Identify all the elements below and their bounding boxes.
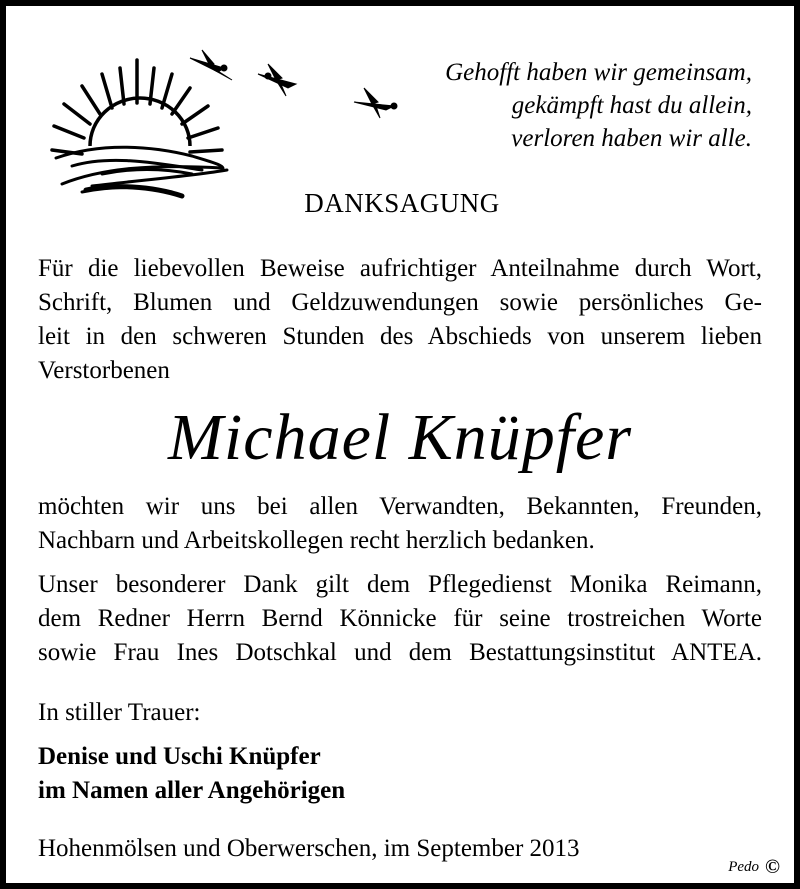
notice-heading: DANKSAGUNG [304,188,500,218]
special-thanks-paragraph [38,568,762,670]
place-date: Hohenmölsen und Oberwerschen, im September 2013 [38,835,580,862]
text-line: Nachbarn und Arbeitskollegen recht herzlich bedanken. [38,527,595,554]
sun-rays-icon [52,60,222,154]
text-line: Für die liebevollen Beweise aufrichtiger Anteilnahme durch Wort, [38,255,762,282]
crane-bird-1 [190,50,232,80]
motto-line: gekämpft hast du allein, [511,92,752,119]
signer-line: im Namen aller Angehörigen [38,777,346,804]
signer-line: Denise und Uschi Knüpfer [38,743,321,770]
crane-birds-icon [190,50,397,118]
motto-line: verloren haben wir alle. [511,125,752,152]
intro-paragraph [38,252,762,388]
text-line: leit in den schweren Stunden des Abschieds von unserem lieben [38,323,762,350]
text-line: möchten wir uns bei allen Verwandten, Bekannten, Freunden, [38,493,762,520]
text-line: Verstorbenen [38,357,170,384]
text-line: Unser besonderer Dank gilt dem Pflegedienst Monika Reimann, [38,571,762,598]
crane-bird-2 [258,64,296,96]
sun-icon [90,98,190,146]
designer-credit [728,856,780,879]
signers-block [38,740,345,808]
motto-poem [372,56,752,155]
credit-signature: Pedo [728,859,760,875]
deceased-name: Michael Knüpfer [167,401,633,474]
text-line: Schrift, Blumen und Geldzuwendungen sowie persönliches Ge- [38,289,762,316]
motto-line: Gehofft haben wir gemeinsam, [445,59,752,86]
mourning-label: In stiller Trauer: [38,699,201,726]
text-line: sowie Frau Ines Dotschkal und dem Bestattungsinstitut ANTEA. [38,639,762,666]
copyright-icon: © [765,856,780,878]
text-line: dem Redner Herrn Bernd Könnicke für seine trostreichen Worte [38,605,762,632]
thanks-paragraph [38,490,762,558]
